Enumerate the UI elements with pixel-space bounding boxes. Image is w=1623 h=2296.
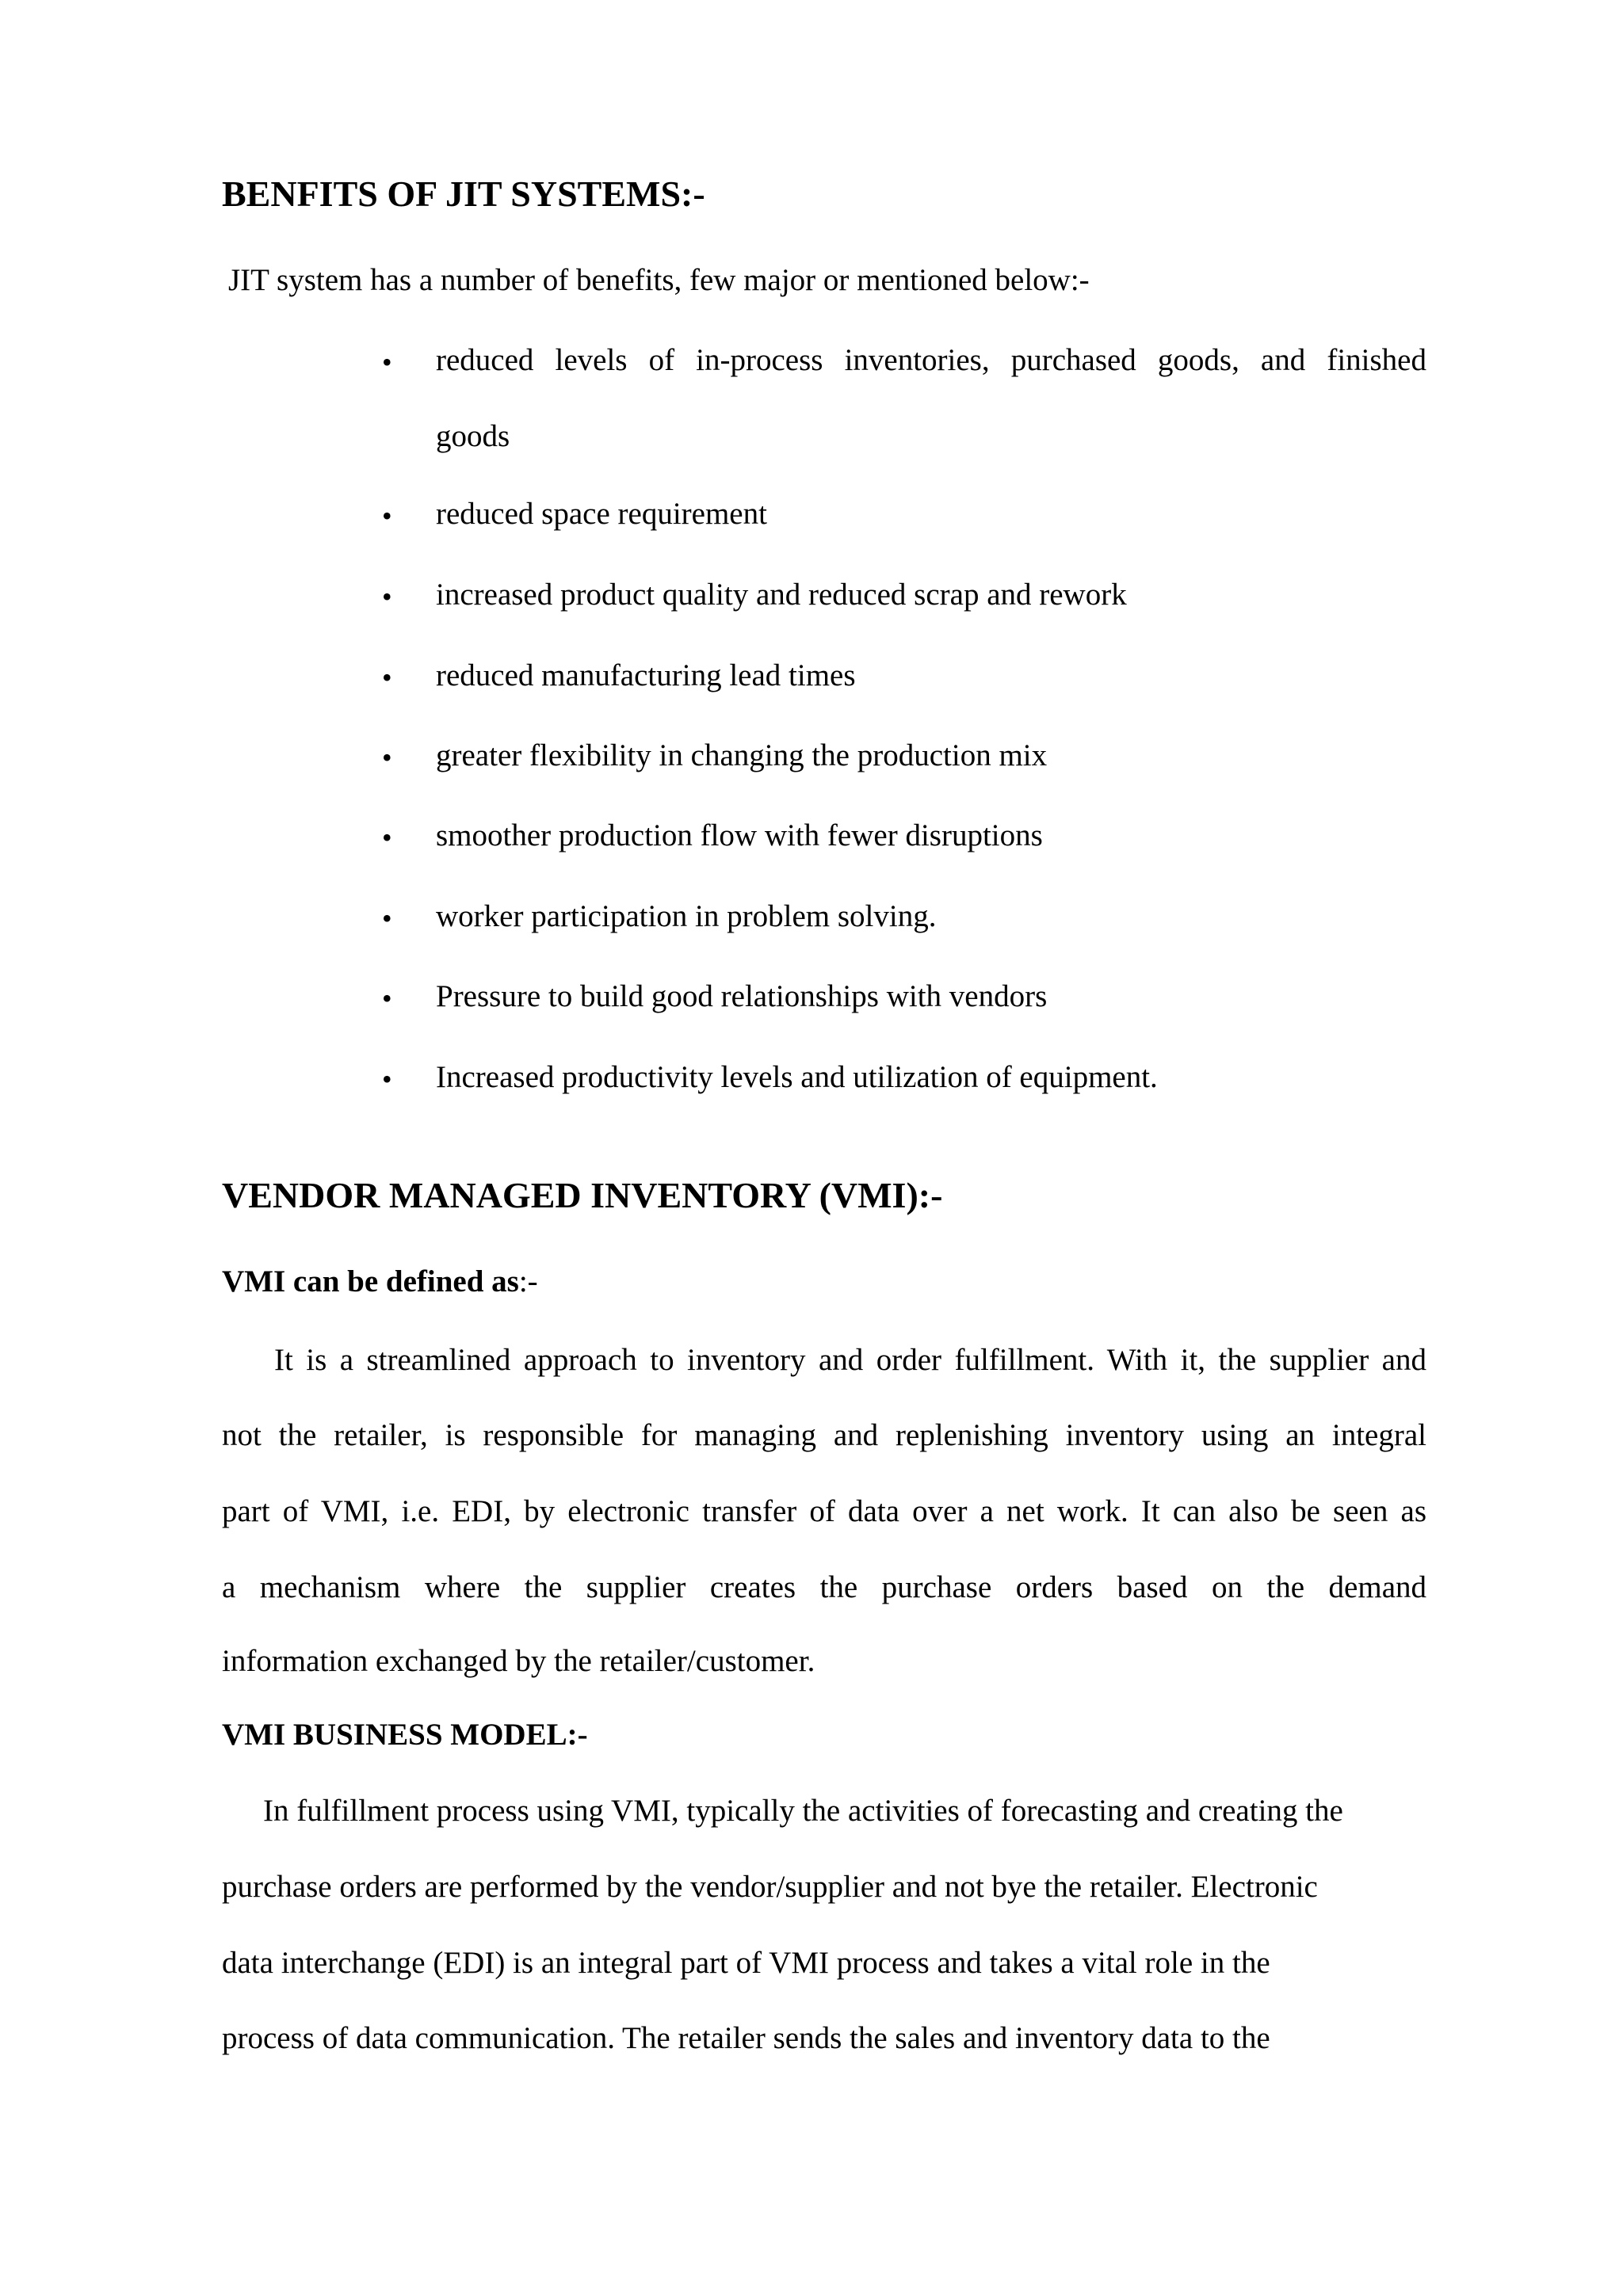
bullet-icon: • [382, 742, 392, 773]
intro-paragraph: JIT system has a number of benefits, few major or mentioned below:- [228, 263, 1090, 297]
paragraph-line: information exchanged by the retailer/customer. [222, 1644, 815, 1678]
bullet-icon: • [382, 1063, 392, 1095]
definition-label-bold: VMI can be defined as [222, 1264, 519, 1299]
list-item-text-continued: goods [436, 419, 510, 453]
list-item-text: Pressure to build good relationships with vendors [436, 979, 1048, 1013]
list-item-text: Increased productivity levels and utilization of equipment. [436, 1060, 1158, 1094]
list-item-text: reduced space requirement [436, 497, 767, 531]
bullet-icon: • [382, 902, 392, 934]
list-item-text: greater flexibility in changing the production mix [436, 738, 1048, 772]
bullet-icon: • [382, 581, 392, 612]
paragraph-line: a mechanism where the supplier creates the purchase orders based on the demand [222, 1570, 1426, 1604]
section-heading-jit-benefits: BENFITS OF JIT SYSTEMS:- [222, 174, 705, 214]
paragraph-line: data interchange (EDI) is an integral part of VMI process and takes a vital role in the [222, 1946, 1270, 1980]
paragraph-line: not the retailer, is responsible for managing and replenishing inventory using an integral [222, 1418, 1426, 1452]
list-item-text: increased product quality and reduced scrap and rework [436, 578, 1127, 612]
bullet-icon: • [382, 662, 392, 693]
paragraph-line: part of VMI, i.e. EDI, by electronic transfer of data over a net work. It can also be seen as [222, 1494, 1426, 1528]
bullet-icon: • [382, 500, 392, 532]
bullet-icon: • [382, 822, 392, 853]
definition-label-suffix: :- [518, 1264, 538, 1299]
bullet-icon: • [382, 982, 392, 1014]
list-item-text: smoother production flow with fewer disruptions [436, 818, 1043, 852]
section-heading-vmi: VENDOR MANAGED INVENTORY (VMI):- [222, 1175, 943, 1215]
list-item-text: worker participation in problem solving. [436, 899, 937, 933]
definition-label [222, 1266, 538, 1297]
paragraph-line: purchase orders are performed by the vendor/supplier and not bye the retailer. Electronic [222, 1870, 1318, 1904]
paragraph-line: It is a streamlined approach to inventory and order fulfillment. With it, the supplier and [274, 1343, 1426, 1377]
business-model-heading: VMI BUSINESS MODEL:- [222, 1718, 588, 1752]
paragraph-line: process of data communication. The retailer sends the sales and inventory data to the [222, 2021, 1270, 2055]
bullet-icon: • [382, 346, 392, 378]
list-item-text: reduced manufacturing lead times [436, 658, 856, 692]
list-item-text: reduced levels of in-process inventories, purchased goods, and finished [436, 343, 1426, 377]
paragraph-line: In fulfillment process using VMI, typically the activities of forecasting and creating the [263, 1794, 1343, 1828]
